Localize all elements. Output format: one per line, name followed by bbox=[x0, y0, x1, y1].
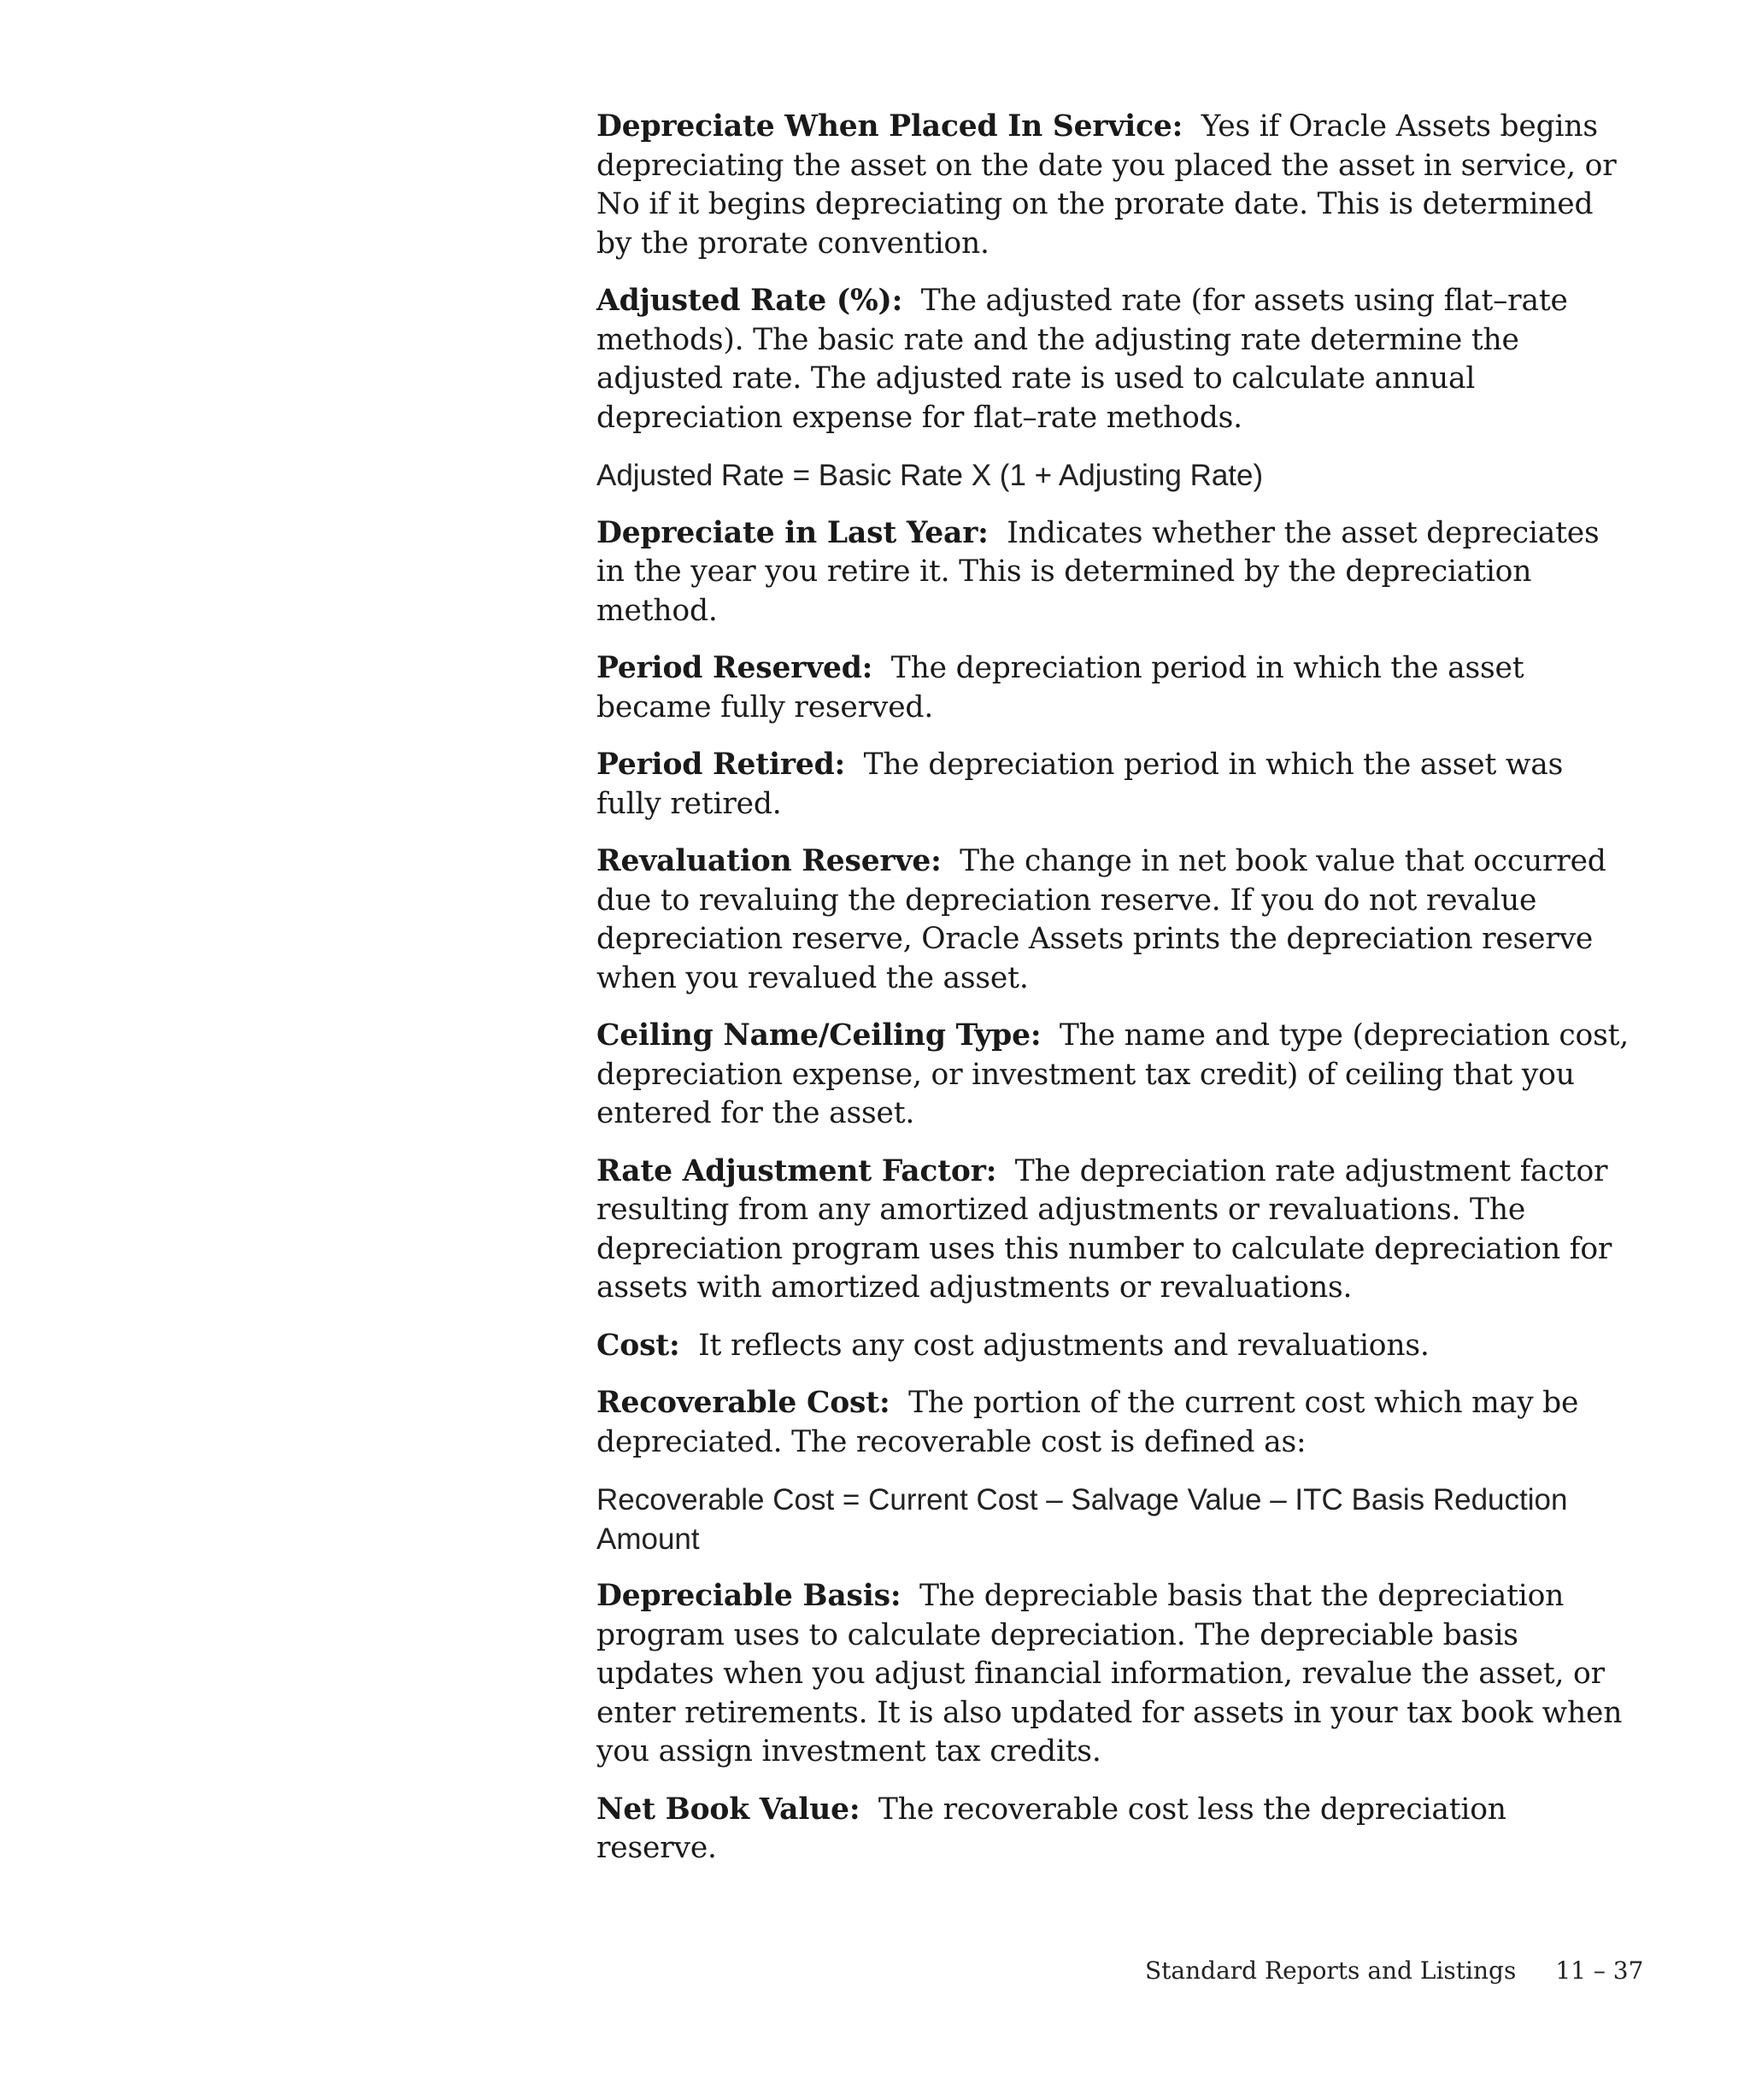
entry-description: The name and type (depreciation cost, depreciation expense, or investment tax credit) of ceiling that you entered for the asset. bbox=[596, 1018, 1630, 1130]
entry-cost bbox=[596, 1327, 1635, 1366]
entry-period-retired bbox=[596, 746, 1635, 824]
entry-term: Adjusted Rate (%): bbox=[596, 284, 903, 318]
document-body bbox=[596, 108, 1635, 1887]
entry-description: The recoverable cost less the depreciation reserve. bbox=[596, 1792, 1506, 1865]
entry-description: The portion of the current cost which may be depreciated. The recoverable cost is defined as: bbox=[596, 1386, 1579, 1459]
formula-recoverable-cost: Recoverable Cost = Current Cost – Salvage Value – ITC Basis Reduction Amount bbox=[596, 1483, 1568, 1556]
entry-term: Depreciate When Placed In Service: bbox=[596, 109, 1183, 144]
entry-description: Yes if Oracle Assets begins depreciating the asset on the date you placed the asset in service, or No if it begins depreciating on the prorate date. This is determined by the prorate convention. bbox=[596, 109, 1617, 261]
entry-ceiling-name-type bbox=[596, 1017, 1635, 1134]
entry-term: Cost: bbox=[596, 1328, 680, 1363]
entry-revaluation-reserve bbox=[596, 842, 1635, 998]
entry-adjusted-rate bbox=[596, 282, 1635, 437]
footer-section-title: Standard Reports and Listings bbox=[1145, 1956, 1517, 1985]
entry-term: Period Retired: bbox=[596, 748, 846, 782]
entry-period-reserved bbox=[596, 649, 1635, 727]
entry-term: Ceiling Name/Ceiling Type: bbox=[596, 1018, 1042, 1053]
entry-term: Rate Adjustment Factor: bbox=[596, 1153, 997, 1188]
entry-description: The depreciation rate adjustment factor resulting from any amortized adjustments or revaluations. The depreciation program uses this number to calculate depreciation for assets with amortized adjustments or revaluations. bbox=[596, 1153, 1612, 1305]
entry-term: Net Book Value: bbox=[596, 1792, 860, 1827]
entry-description: The depreciation period in which the asset became fully reserved. bbox=[596, 651, 1524, 724]
page-number: 11 – 37 bbox=[1555, 1956, 1644, 1985]
page-footer bbox=[1145, 1956, 1644, 1985]
entry-description: The depreciable basis that the depreciation program uses to calculate depreciation. The depreciable basis updates when you adjust financial information, revalue the asset, or enter retirements. It is also updated for assets in your tax book when you assign investment tax credits. bbox=[596, 1579, 1623, 1769]
entry-net-book-value bbox=[596, 1791, 1635, 1868]
entry-description: Indicates whether the asset depreciates in the year you retire it. This is determined by the depreciation method. bbox=[596, 515, 1600, 628]
entry-description: It reflects any cost adjustments and revaluations. bbox=[698, 1328, 1430, 1363]
entry-rate-adjustment-factor bbox=[596, 1153, 1635, 1308]
entry-term: Revaluation Reserve: bbox=[596, 844, 942, 878]
entry-term: Recoverable Cost: bbox=[596, 1386, 890, 1420]
entry-description: The change in net book value that occurred due to revaluing the depreciation reserve. If you do not revalue depreciation reserve, Oracle Assets prints the depreciation reserve when you revalued the asset. bbox=[596, 844, 1606, 995]
entry-term: Depreciable Basis: bbox=[596, 1579, 901, 1613]
entry-depreciable-basis bbox=[596, 1577, 1635, 1772]
entry-depreciate-in-last-year bbox=[596, 514, 1635, 631]
entry-term: Period Reserved: bbox=[596, 651, 873, 685]
entry-recoverable-cost bbox=[596, 1384, 1635, 1462]
entry-term: Depreciate in Last Year: bbox=[596, 515, 989, 550]
formula-adjusted-rate: Adjusted Rate = Basic Rate X (1 + Adjusting Rate) bbox=[596, 459, 1264, 492]
entry-description: The depreciation period in which the asset was fully retired. bbox=[596, 748, 1564, 821]
entry-description: The adjusted rate (for assets using flat–rate methods). The basic rate and the adjusting rate determine the adjusted rate. The adjusted rate is used to calculate annual depreciation expense for flat–rate methods. bbox=[596, 284, 1568, 435]
entry-depreciate-when-placed-in-service bbox=[596, 108, 1635, 263]
